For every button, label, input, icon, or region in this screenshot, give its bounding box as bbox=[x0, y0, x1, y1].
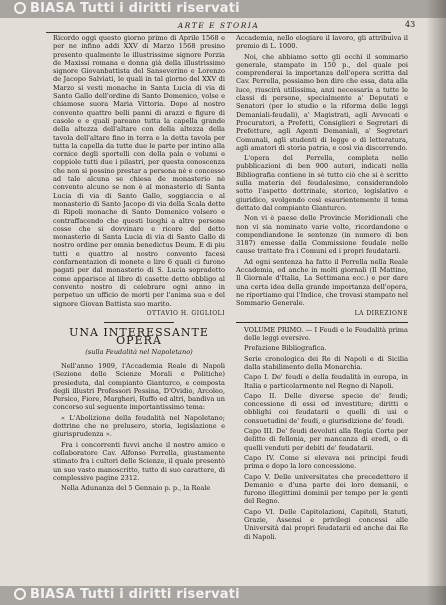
paragraph: Non vi è paese delle Provincie Meridionali che non vi sia nominato varie volte, ricordandone e compendiandone le sentenze (in numero di ben 3187) emesse dalla Commissione feudale nelle cause trattate fra i Comuni ed i propri feudatarii. bbox=[236, 214, 408, 256]
toc-item: Capo VI. Delle Capitolazioni, Capitoli, Statuti, Grazie, Assensi e privilegi concessi alle Università dai propri feudatarii ed anche dai Re di Napoli. bbox=[244, 507, 408, 541]
toc-item: Serie cronologica dei Re di Napoli e di Sicilia dalla stabilimento della Monarchia. bbox=[244, 354, 408, 371]
toc-item: Capo I. De' feudi e della feudalità in europa, in Italia e particolarmente nel Regno di Napoli. bbox=[244, 373, 408, 390]
page-edge-shadow bbox=[426, 0, 446, 605]
paragraph: Accademia, nello elogiare il lavoro, gli attribuiva il premio di L. 1000. bbox=[236, 34, 408, 51]
toc-item: Capo IV. Come si elevava nei principi feudi prima e dopo la loro concessione. bbox=[244, 453, 408, 471]
biasa-logo-icon bbox=[14, 588, 26, 600]
watermark-bottom bbox=[0, 586, 446, 605]
toc-item: VOLUME PRIMO. — I Feudi e le Feudalità prima delle leggi eversive. bbox=[244, 325, 408, 343]
watermark-text: BIASA Tutti i diritti riservati bbox=[30, 1, 240, 16]
paragraph: « L'Abolizione della feudalità nel Napoletano; dottrine che ne prelusero, storia, legislazione e giurisprudenza ». bbox=[53, 413, 225, 439]
signature: OTTAVIO H. GIGLIOLI bbox=[146, 309, 225, 317]
divider bbox=[236, 322, 408, 323]
toc-item: Capo V. Delle universitates che precedettero il Demanio e d'una parte dei loro demanii, e furono illegittimi dominii per tempo per le genti del Regno. bbox=[244, 472, 408, 506]
biasa-logo-icon bbox=[14, 2, 26, 14]
page-number: 43 bbox=[405, 20, 416, 29]
paragraph: Fra i concorrenti fuvvi anche il nostro amico e collaboratore Cav. Alfonso Perrella, giustamente stimato fra i cultori delle Scienze, il quale presentò un suo vasto manoscritto, tutto di suo carattere, di complessive pagine 2312. bbox=[53, 440, 225, 482]
watermark-top bbox=[0, 0, 446, 18]
paragraph: Ad ogni sentenza ha fatto il Perrella nella Reale Accademia, ed anche in molti giornali (Il Mattino, Il Giornale d'Italia, La Settimana ecc.) e per dare una certa idea della grande importanza dell'opera, ne riportiamo qui l'Indice, che trovasi stampato nel Sommario Generale. bbox=[236, 257, 408, 308]
paragraph: Nell'anno 1909, l'Accademia Reale di Napoli (Sezione delle Scienze Morali e Politiche) presieduta, dal compianto Gianturco, e composta degli illustri Professori Pessina, D'Ovidio, Arcoleo, Persico, Fiore, Margheri, Ruffo ed altri, bandiva un concorso sul seguente importantissimo tema: bbox=[53, 361, 225, 412]
toc-item: Capo III. De' feudi devoluti alla Regia Corte per delitto di fellonia, per mancanza di eredi, o di quelli venduti per debiti de' feudatarii. bbox=[244, 427, 408, 452]
right-column bbox=[236, 34, 408, 543]
article-subtitle: (sulla Feudalità nel Napoletano) bbox=[85, 347, 193, 356]
paragraph: L'opera del Perrella, completa nelle pubblicazioni di ben 900 autori, indicati nella Bibliografia contiene in sè tutto ciò che si è scritto sulla materia del feudalesimo, considerandolo sotto l'aspetto dottrinale, storico, legislativo e giuridico, svolgendo così esaurientemente il tema dettato dal compianto Gianturco. bbox=[236, 154, 408, 212]
toc-item: Capo II. Delle diverse specie de' feudi; concessione di essi ed investiture; diritti e obblighi coi feudatarii e quelli di usi e consuetudini de' feudi, e giurisdizione de' feudi. bbox=[244, 391, 408, 425]
paragraph: Noi, che abbiamo sotto gli occhi il sommario generale, stampato in 150 p., del quale poi comprenderai la importanza dell'opera scritta dal Cav. Perrella, possiamo ben dire che essa, data alla luce, riuscirà utilissima, anzi necessaria a tutte le classi di persone, specialmente a' Deputati e Senatori (per lo studio e la riforma delle leggi Demaniali-feudali), a' Magistrati, agli Avvocati e Procuratori, a Prefetti, Consiglieri e Segretari di Prefetture, agli Agenti Demaniali, a' Segretari Comunali, agli studenti di legge e di letteratura, agli amatori di storia patria, e così via discorrendo. bbox=[236, 52, 408, 152]
divider bbox=[104, 322, 174, 323]
running-head: ARTE E STORIA bbox=[46, 21, 391, 33]
toc-item: Prefazione Bibliografica. bbox=[244, 344, 327, 353]
watermark-text: BIASA Tutti i diritti riservati bbox=[30, 587, 240, 602]
paragraph: Nella Adunanza del 5 Gennaio p. p., la Reale bbox=[61, 484, 211, 493]
paragraph: Ricordo oggi questo giorno primo di Aprile 1568 e per ne infino addi XXV di Marzo 1568 presino presento qualmente le illustrissime signore Porzia de Maxissi romana e donna già della illustrissimo signore Giovanbattista del Sanseverino e Lorenzo de Jacopo Salviati, le quali in tal giorno del XXV di Marzo si vesti monache in Santa Lucia di via di Santo Gallo dell'ordine di Santo Domenico, volse e chiamose suora Maria Vittoria. Dopo al nostro convento quattro belli panni di arazzi e figure di casole e e quali pareano tutta la capella grande della altezza dell'altare con della altezza della tavola dell'altare fino in terra e la detta tavola per tutta la capella da tutte due le parte per intino alla cornice degli sportelli con della pala e volumi e coppiole tutti due i pilastri, per questa conoscenza che non si possino prestar a persona nè e concesso ad tale alcuna se chiesa de monasterio nè convento alcuno se non è al monasterio di Santa Lucia di via di Santo Gallo, soggiaccia e al monasterio di Santo Jacopo di via della Scala dette di Ripoli monache di Santo Domenico volsero e contraffacendo che questi luoghi a altre persone cosse che si dovvinare e ricoro del detto monasterio di Santa Lucia di via di Santo Gallo di nostro ordine per omnia benedictus Deum. E di piu tutti e quattro al nostro convento facesi confarnentazion di monete e lire 6 quali ci furono pagati per dal monasterio di S. Lucia sopradetto come apparisce al libro di casette detto obbligo al convento nostro di celebrare ogni anno in perpetuo un ufficio de morti per l'anima sua e del signore Giovan Battista suo marito. bbox=[53, 34, 225, 308]
table-of-contents bbox=[236, 326, 408, 541]
signature: LA DIREZIONE bbox=[354, 309, 408, 317]
article-title: UNA INTERESSANTE OPERA bbox=[69, 326, 209, 348]
left-column bbox=[53, 34, 225, 494]
